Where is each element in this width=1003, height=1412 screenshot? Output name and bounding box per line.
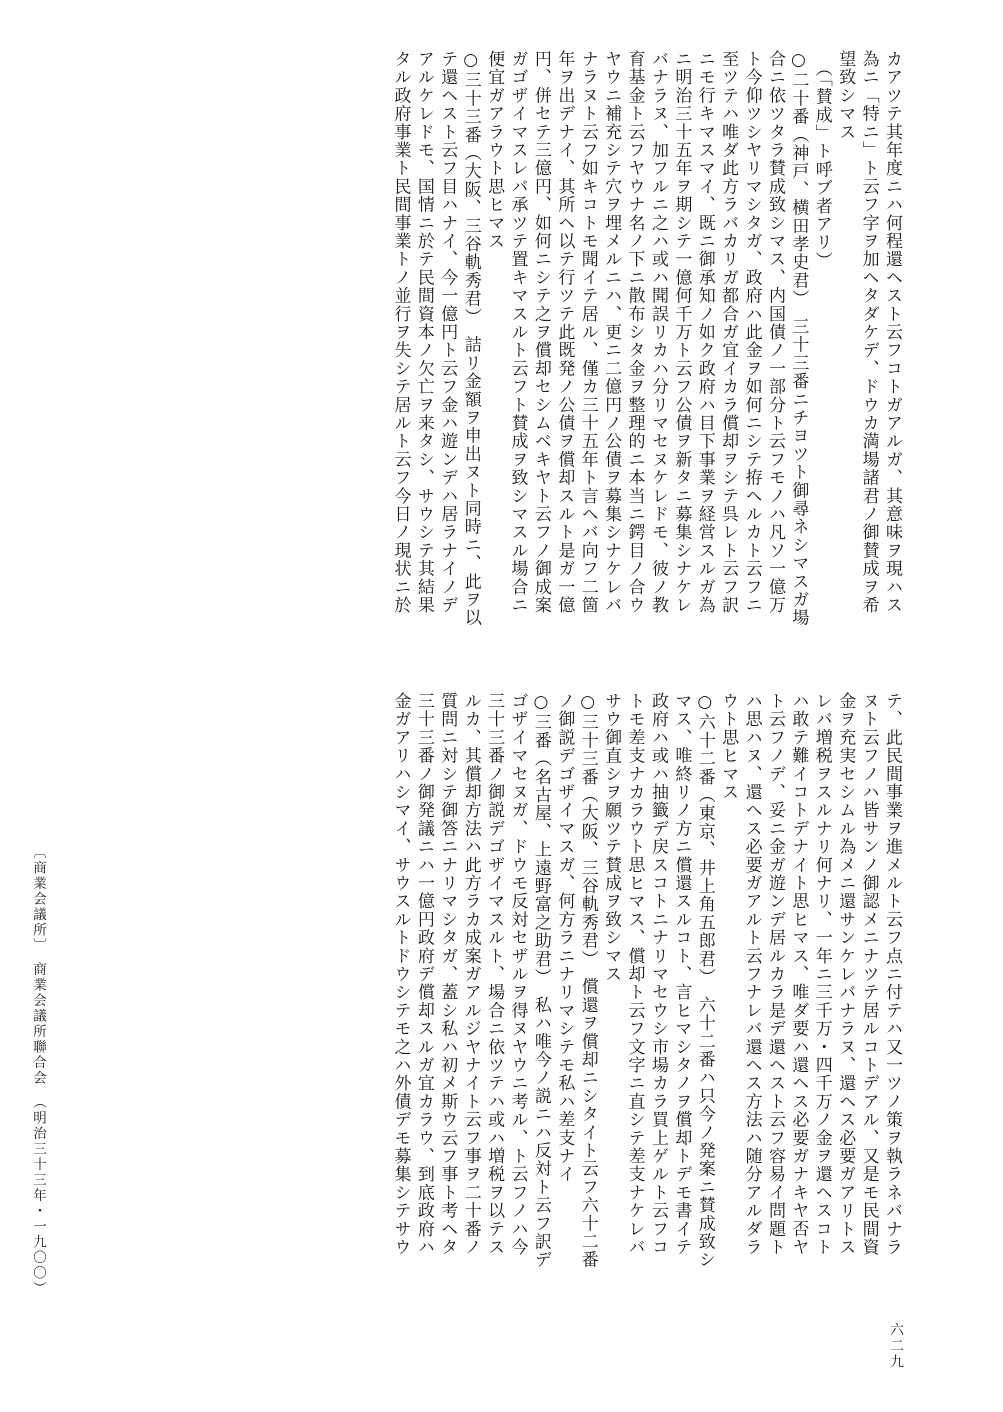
upper-tier-line: タル政府事業ト民間事業トノ並行ヲ失シテ居ルト云フ今日ノ現状ニ於 [390, 50, 411, 615]
lower-tier-line: ト云フノデ、妥ニ金ガ遊ンデ居ルカラ是デ還ヘスト云フ容易イ問題ト [764, 692, 785, 1257]
upper-tier-line: カアツテ其年度ニハ何程還ヘスト云フコトガアルガ、其意味ヲ現ハス [882, 50, 902, 615]
upper-tier-line: 望致シマス [835, 50, 856, 141]
lower-tier-line: 質問ニ対シテ御答ニナリマシタガ、蓋シ私ハ初メ斯ウ云フ事ト考ヘタ [437, 692, 458, 1257]
lower-tier-line: 金ヲ充実セシムル為メニ還サンケレバナラヌ、還ヘス必要ガアリトス [835, 692, 856, 1257]
lower-tier-line: ヌト云フノハ皆サンノ御認メニナツテ居ルコトデアル、又是モ民間資 [858, 692, 879, 1257]
upper-tier-line: （「賛成」ト呼ブ者アリ） [811, 50, 832, 270]
upper-tier-line: ナラヌト云フ如キコトモ聞イテ居ル、僅カ三十五年ト言ヘバ向フ二箇 [577, 50, 598, 615]
lower-tier-line: ハ思ハヌ、還ヘス必要ガアルト云フナレバ還ヘス方法ハ随分アルダラ [741, 692, 762, 1257]
lower-tier-line: サウ御直シヲ願ツテ賛成ヲ致シマス [601, 692, 622, 984]
lower-tier-line: ゴザイマセヌガ、ドウモ反対セザルヲ得ヌヤウニ考ル、ト云フノハ今 [507, 692, 528, 1257]
upper-tier-line: ガゴザイマスレバ承ツテ置キマスルト云フト賛成ヲ致シマスル場合ニ [507, 50, 528, 615]
upper-tier-line: 便宜ガアラウト思ヒマス [484, 50, 505, 251]
upper-tier-line: ニ明治三十五年ヲ期シテ一億何千万ト云フ公債ヲ新タニ募集シナケレ [671, 50, 692, 615]
lower-text-tier [103, 692, 903, 1312]
upper-tier-line: 為ニ「特ニ」ト云フ字ヲ加ヘタダケデ、ドウカ満場諸君ノ御賛成ヲ希 [858, 50, 879, 615]
lower-tier-line: テ、此民間事業ヲ進メルト云フ点ニ付テハ又一ツノ策ヲ執ラネバナラ [882, 692, 902, 1257]
lower-tier-line: ○六十二番（東京、井上角五郎君） 六十二番ハ只今ノ発案ニ賛成致シ [694, 692, 715, 1269]
lower-tier-line: マス、唯終リノ方ニ償還スルコト、言ヒマシタノヲ償却トデモ書イテ [671, 692, 692, 1257]
upper-tier-line: テ還ヘスト云フ目ハナイ、今一億円ト云フ金ハ遊ンデハ居ラナイノデ [437, 50, 458, 615]
upper-tier-line: ト今仰ツシヤリマシタガ、政府ハ此金ヲ如何ニシテ拵ヘルカト云フニ [741, 50, 762, 615]
lower-tier-line: ○三番（名古屋、上遠野富之助君） 私ハ唯今ノ説ニハ反対ト云フ訳デ [530, 692, 551, 1269]
lower-tier-line: 三十三番ノ御説デゴザイマスルト、場合ニ依ツテハ或ハ増税ヲ以テス [484, 692, 505, 1257]
upper-tier-line: 年ヲ出デナイ、其所ヘ以テ行ツテ此既発ノ公債ヲ償却スルト是ガ一億 [554, 50, 575, 615]
running-head: 〔商業会議所〕 商業会議所聯合会 （明治三十三年・一九〇〇） [30, 845, 46, 1297]
lower-tier-line: レバ増税ヲスルナリ何ナリ、一年ニ三千万・四千万ノ金ヲ還ヘスコト [811, 692, 832, 1257]
upper-tier-line: ニモ行キマスマイ、既ニ御承知ノ如ク政府ハ目下事業ヲ経営スルガ為 [694, 50, 715, 615]
upper-tier-line: ○二十番（神戸、横田孝史君） 三十三番ニチヨツト御尋ネシマスガ場 [788, 50, 809, 627]
lower-tier-line: ノ御説デゴザイマスガ、何方ラニナリマシテモ私ハ差支ナイ [554, 692, 575, 1184]
upper-tier-line: 至ツテハ唯ダ此方ラバカリガ都合ガ宜イカラ償却ヲシテ呉レト云フ訳 [718, 50, 739, 615]
lower-tier-line: トモ差支ナカラウト思ヒマス、償却ト云フ文字ニ直シテ差支ナケレバ [624, 692, 645, 1257]
lower-tier-line: 三十三番ノ御発議ニハ一億円政府デ償却スルガ宜カラウ、到底政府ハ [413, 692, 434, 1257]
page-number: 六二九 [888, 1322, 904, 1370]
lower-tier-line: 政府ハ或ハ抽籤デ戻スコトニナリマセウシ市場カラ買上ゲルト云フコ [647, 692, 668, 1257]
lower-tier-line: ○三十三番（大阪、三谷軌秀君） 償還ヲ償却ニシタイト云フ六十二番 [577, 692, 598, 1269]
upper-tier-line: アルケレドモ、国情ニ於テ民間資本ノ欠亡ヲ来タシ、サウシテ其結果 [413, 50, 434, 615]
upper-tier-line: 合ニ依ツタラ賛成致シマス、内国債ノ一部分ト云フモノハ凡ソ一億万 [764, 50, 785, 615]
lower-tier-line: ウト思ヒマス [718, 692, 739, 802]
upper-text-tier [103, 50, 903, 660]
lower-tier-line: 金ガアリハシマイ、サウスルトドウシテモ之ハ外債デモ募集シテサウ [390, 692, 411, 1257]
upper-tier-line: ヤウニ補充シテ穴ヲ埋メルニハ、更ニ二億円ノ公債ヲ募集シナケレバ [601, 50, 622, 615]
upper-tier-line: 育基金ト云フヤウナ名ノ下ニ散布シタ金ヲ整理的ニ本当ニ鍔目ノ合ウ [624, 50, 645, 615]
upper-tier-line: ○三十三番（大阪、三谷軌秀君） 詰リ金額ヲ申出ヌト同時ニ、此ヲ以 [460, 50, 481, 627]
lower-tier-line: ルカ、其償却方法ハ此方ラカ成案ガアルジヤナイト云フ事ヲ二十番ノ [460, 692, 481, 1257]
upper-tier-line: 円、併セテ三億円、如何ニシテ之ヲ償却セシムベキヤト云フノ御成案 [530, 50, 551, 615]
upper-tier-line: バナラヌ、加フルニ之ハ或ハ聞誤リカハ分リマセヌケレドモ、彼ノ教 [647, 50, 668, 615]
lower-tier-line: ハ敢テ難イコトデナイト思ヒマス、唯ダ要ハ還ヘス必要ガナキヤ否ヤ [788, 692, 809, 1257]
